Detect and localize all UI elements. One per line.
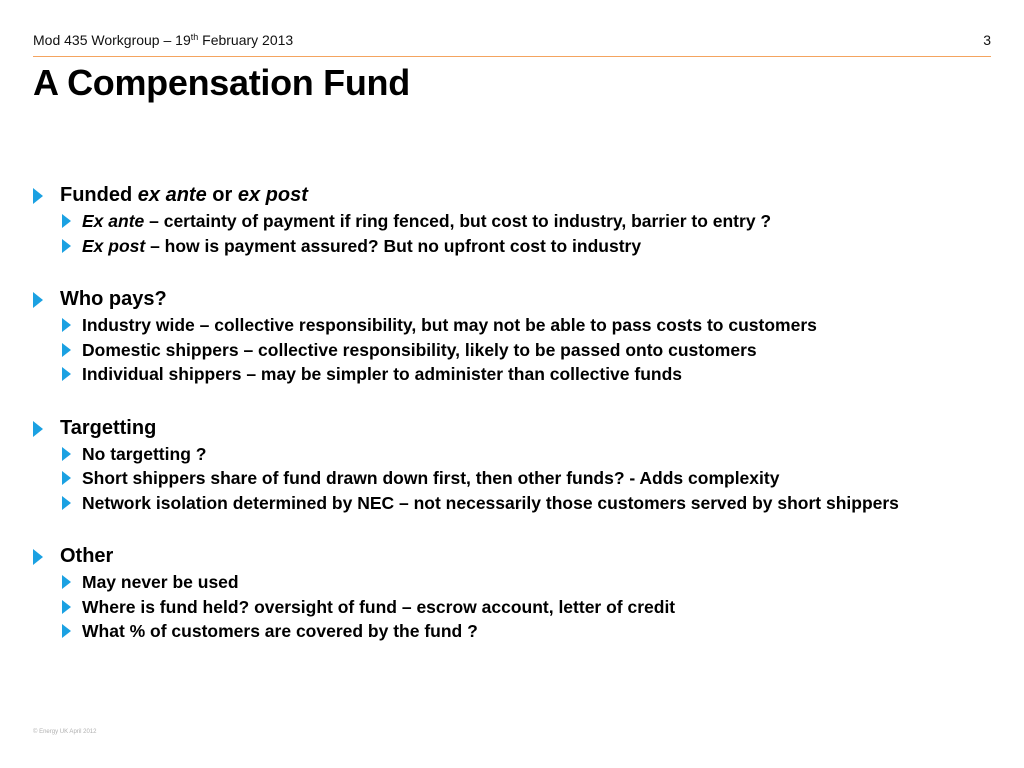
sub-bullet-text: Network isolation determined by NEC – not necessarily those customers served by short shippers xyxy=(82,492,899,513)
triangle-right-icon xyxy=(62,367,71,381)
heading-part-italic: ex post xyxy=(237,184,308,206)
triangle-right-icon xyxy=(62,343,71,357)
heading-part: or xyxy=(206,184,238,206)
meeting-prefix: Mod 435 Workgroup – 19 xyxy=(33,32,191,48)
triangle-right-icon xyxy=(62,496,71,510)
page-number: 3 xyxy=(983,32,991,48)
sub-bullet xyxy=(0,595,1024,620)
sub-bullet xyxy=(0,209,1024,234)
triangle-right-icon xyxy=(33,549,43,565)
meeting-superscript: th xyxy=(190,32,199,42)
sub-bullet-text: Where is fund held? oversight of fund – escrow account, letter of credit xyxy=(82,596,676,617)
section-targetting xyxy=(0,415,1024,516)
sub-bullet xyxy=(0,313,1024,338)
header-divider xyxy=(33,56,991,57)
heading-text: Targetting xyxy=(60,416,157,439)
sub-bullet-text: Industry wide – collective responsibility, but may not be able to pass costs to customers xyxy=(82,315,817,335)
triangle-right-icon xyxy=(62,471,71,485)
section-heading xyxy=(0,182,1024,209)
triangle-right-icon xyxy=(62,600,71,614)
heading-text: Other xyxy=(60,545,114,567)
sub-bullet-text: Domestic shippers – collective responsibility, likely to be passed onto customers xyxy=(82,339,757,360)
triangle-right-icon xyxy=(33,188,43,204)
heading-part: Funded xyxy=(60,184,138,206)
sub-bullet-text: Individual shippers – may be simpler to administer than collective funds xyxy=(82,364,683,384)
sub-bullet xyxy=(0,466,1024,491)
meeting-suffix: February 2013 xyxy=(198,32,294,48)
triangle-right-icon xyxy=(62,447,71,461)
sub-bullet-lead: Ex post xyxy=(82,235,146,256)
triangle-right-icon xyxy=(33,421,43,437)
triangle-right-icon xyxy=(62,575,71,589)
sub-bullet xyxy=(0,362,1024,387)
section-funding xyxy=(0,182,1024,258)
sub-bullet-text: What % of customers are covered by the fund ? xyxy=(82,621,478,641)
sub-bullet xyxy=(0,234,1024,259)
heading-text: Who pays? xyxy=(60,288,167,310)
triangle-right-icon xyxy=(62,624,71,638)
sub-bullet-text: No targetting ? xyxy=(82,443,207,464)
triangle-right-icon xyxy=(62,318,71,332)
copyright-footer: © Energy UK April 2012 xyxy=(33,729,97,735)
sub-bullet xyxy=(0,570,1024,595)
sub-bullet xyxy=(0,491,1024,516)
sub-bullet-text: May never be used xyxy=(82,572,239,592)
slide-body xyxy=(0,182,1024,672)
sub-bullet-text: – how is payment assured? But no upfront cost to industry xyxy=(145,235,642,256)
triangle-right-icon xyxy=(62,239,71,253)
sub-bullet-lead: Ex ante xyxy=(82,211,145,231)
section-other xyxy=(0,543,1024,644)
triangle-right-icon xyxy=(33,292,43,308)
sub-bullet xyxy=(0,619,1024,644)
sub-bullet xyxy=(0,338,1024,363)
heading-part-italic: ex ante xyxy=(137,184,207,206)
meeting-header xyxy=(33,32,293,48)
sub-bullet-text: – certainty of payment if ring fenced, but cost to industry, barrier to entry ? xyxy=(144,211,772,231)
section-who-pays xyxy=(0,286,1024,387)
slide-title: A Compensation Fund xyxy=(33,62,410,103)
section-heading xyxy=(0,286,1024,313)
section-heading xyxy=(0,543,1024,570)
sub-bullet xyxy=(0,442,1024,467)
triangle-right-icon xyxy=(62,214,71,228)
sub-bullet-text: Short shippers share of fund drawn down first, then other funds? - Adds complexity xyxy=(82,468,780,488)
section-heading xyxy=(0,415,1024,442)
